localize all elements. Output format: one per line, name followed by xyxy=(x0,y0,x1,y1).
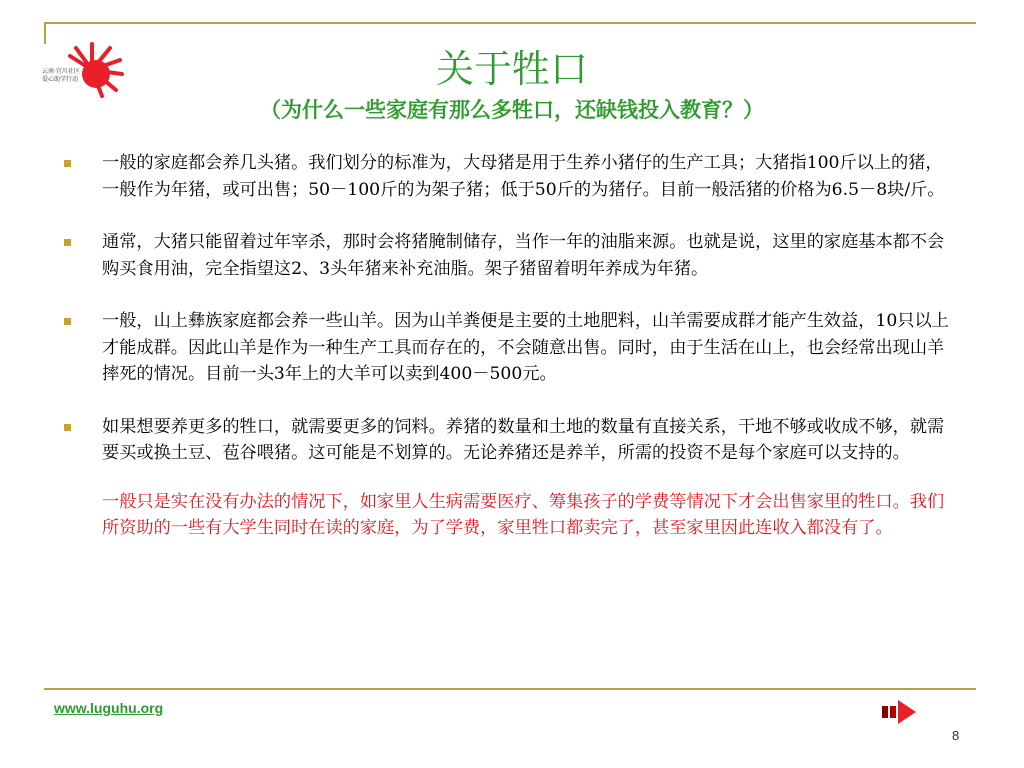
square-bullet-icon xyxy=(64,239,71,246)
website-link[interactable]: www.luguhu.org xyxy=(54,700,164,716)
bullet-item xyxy=(64,150,954,203)
square-bullet-icon xyxy=(64,424,71,431)
square-bullet-icon xyxy=(64,318,71,325)
next-arrow-icon[interactable] xyxy=(880,698,920,726)
bullet-text: 通常，大猪只能留着过年宰杀，那时会将猪腌制储存，当作一年的油脂来源。也就是说，这里的家庭基本都不会购买食用油，完全指望这2、3头年猪来补充油脂。架子猪留着明年养成为年猪。 xyxy=(102,232,945,279)
bottom-rule xyxy=(44,688,976,690)
page-title: 关于牲口 xyxy=(435,47,588,91)
bullet-item xyxy=(64,414,954,467)
bullet-item xyxy=(64,308,954,388)
page-subtitle: （为什么一些家庭有那么多牲口，还缺钱投入教育？） xyxy=(260,98,764,122)
top-rule xyxy=(44,22,976,24)
bullet-text: 一般，山上彝族家庭都会养一些山羊。因为山羊粪便是主要的土地肥料，山羊需要成群才能产生效益，10只以上才能成群。因此山羊是作为一种生产工具而存在的，不会随意出售。同时，由于生活在山上，也会经常出现山羊摔死的情况。目前一头3年上的大羊可以卖到400－500元。 xyxy=(102,311,949,384)
bullet-text: 一般的家庭都会养几头猪。我们划分的标准为，大母猪是用于生养小猪仔的生产工具；大猪指100斤以上的猪，一般作为年猪，或可出售；50－100斤的为架子猪；低于50斤的为猪仔。目前一般活猪的价格为6.5－8块/斤。 xyxy=(102,153,945,200)
page-number: 8 xyxy=(952,728,960,743)
logo-caption: 云南·宜川社区 爱心助学行动 xyxy=(42,68,80,83)
square-bullet-icon xyxy=(64,160,71,167)
bullet-item xyxy=(64,229,954,282)
content-body xyxy=(64,150,954,542)
highlight-note: 一般只是实在没有办法的情况下，如家里人生病需要医疗、筹集孩子的学费等情况下才会出售家里的牲口。我们所资助的一些有大学生同时在读的家庭，为了学费，家里牲口都卖完了，甚至家里因此连收入都没有了。 xyxy=(102,491,945,538)
bullet-text: 如果想要养更多的牲口，就需要更多的饲料。养猪的数量和土地的数量有直接关系，干地不够或收成不够，就需要买或换土豆、苞谷喂猪。这可能是不划算的。无论养猪还是养羊，所需的投资不是每个家庭可以支持的。 xyxy=(102,416,945,463)
